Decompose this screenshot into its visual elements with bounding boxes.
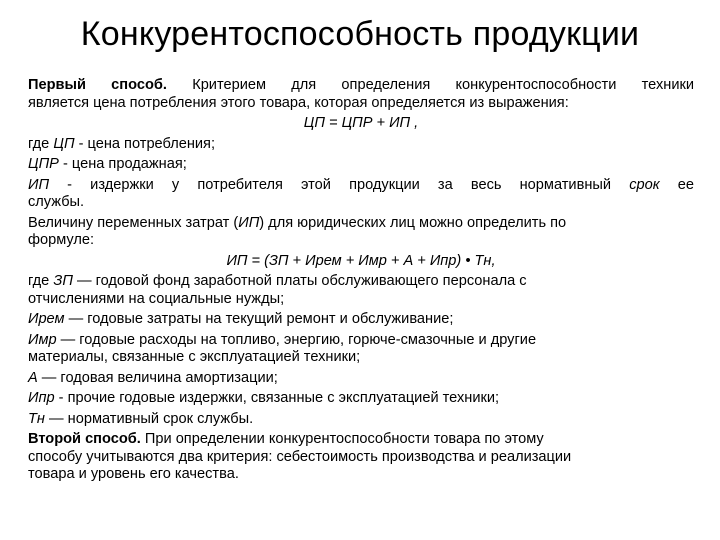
definition-ip-text-line2: службы.	[28, 194, 85, 210]
paragraph-variable-costs	[28, 215, 694, 250]
method-two-heading: Второй способ.	[28, 431, 141, 447]
definition-cp-text: - цена потребления;	[74, 135, 216, 152]
definition-zp-text-line1: — годовой фонд заработной платы обслуживающего персонала с	[72, 273, 527, 289]
definition-cpr	[28, 156, 694, 174]
definition-imr-text-line2: материалы, связанные с эксплуатацией техники;	[28, 349, 361, 365]
definition-imr-line2	[28, 349, 694, 367]
variable-costs-text1: Величину переменных затрат (	[28, 214, 239, 231]
definition-cpr-text: - цена продажная;	[58, 156, 187, 172]
method-two-text-line3: товара и уровень его качества.	[28, 466, 239, 482]
definition-prefix-2: где	[28, 273, 54, 289]
definition-a-text: — годовая величина амортизации;	[37, 369, 278, 386]
method-one-text-line1: Критерием для определения конкурентоспособности техники	[192, 77, 695, 93]
variable-costs-text3: формуле:	[28, 232, 95, 248]
definition-prefix: где	[28, 135, 54, 152]
definition-zp-line1	[28, 273, 694, 291]
formula-consumption-price: ЦП = ЦПР + ИП ,	[303, 115, 419, 131]
paragraph-method-one-line1	[28, 77, 695, 95]
paragraph-method-two-line1	[28, 431, 694, 449]
definition-zp-line2	[28, 290, 694, 309]
term-ip-2: ИП	[238, 214, 260, 231]
slide-title: Конкурентоспособность продукции	[80, 15, 640, 53]
variable-costs-text2: ) для юридических лиц можно определить по	[259, 214, 567, 231]
term-a: А	[28, 369, 38, 386]
slide-body	[28, 77, 694, 487]
definition-zp-text-line2: отчислениями на социальные нужды;	[28, 290, 285, 307]
definition-ip-line2	[28, 194, 694, 212]
method-two-text-line1: При определении конкурентоспособности товара по этому	[140, 431, 544, 447]
definition-ip-text-end: ее	[659, 176, 694, 193]
term-cpr: ЦПР	[28, 156, 59, 172]
definition-ipr-text: - прочие годовые издержки, связанные с эксплуатацией техники;	[54, 390, 500, 406]
method-one-text-line2: является цена потребления этого товара, которая определяется из выражения:	[28, 94, 569, 111]
paragraph-method-two-line3	[28, 466, 694, 484]
method-one-heading: Первый способ.	[28, 77, 167, 93]
definition-tn-text: — нормативный срок службы.	[44, 410, 254, 427]
term-cp: ЦП	[53, 135, 75, 152]
paragraph-method-one	[28, 77, 694, 112]
definition-imr	[28, 332, 694, 367]
term-irem: Ирем	[28, 311, 65, 327]
definition-ip-text-line1: - издержки у потребителя этой продукции за весь нормативный	[49, 176, 630, 193]
method-two-text-line2: способу учитываются два критерия: себестоимость производства и реализации	[28, 448, 572, 465]
definition-cp	[28, 136, 694, 154]
paragraph-method-one-line2	[28, 94, 694, 113]
term-imr: Имр	[28, 331, 57, 348]
term-srok: срок	[629, 176, 660, 193]
definition-ipr	[28, 390, 694, 408]
paragraph-method-two	[28, 431, 694, 484]
paragraph-method-two-line2	[28, 448, 694, 467]
definition-imr-text-line1: — годовые расходы на топливо, энергию, горюче-смазочные и другие	[56, 331, 537, 348]
definition-ip-line1	[28, 176, 694, 195]
definition-imr-line1	[28, 331, 694, 350]
definition-tn	[28, 411, 694, 429]
definition-ip	[28, 177, 694, 212]
variable-costs-line1	[28, 214, 694, 233]
definition-a	[28, 370, 694, 388]
term-tn: Тн	[28, 410, 45, 427]
definition-zp	[28, 273, 694, 308]
term-ip: ИП	[28, 176, 50, 193]
formula-variable-costs: ИП = (ЗП + Ирем + Имр + А + Ипр) • Тн,	[226, 252, 496, 269]
term-zp: ЗП	[53, 273, 73, 289]
variable-costs-line2	[28, 232, 694, 250]
definition-irem	[28, 311, 694, 329]
term-ipr: Ипр	[28, 390, 55, 406]
definition-irem-text: — годовые затраты на текущий ремонт и обслуживание;	[64, 311, 454, 327]
